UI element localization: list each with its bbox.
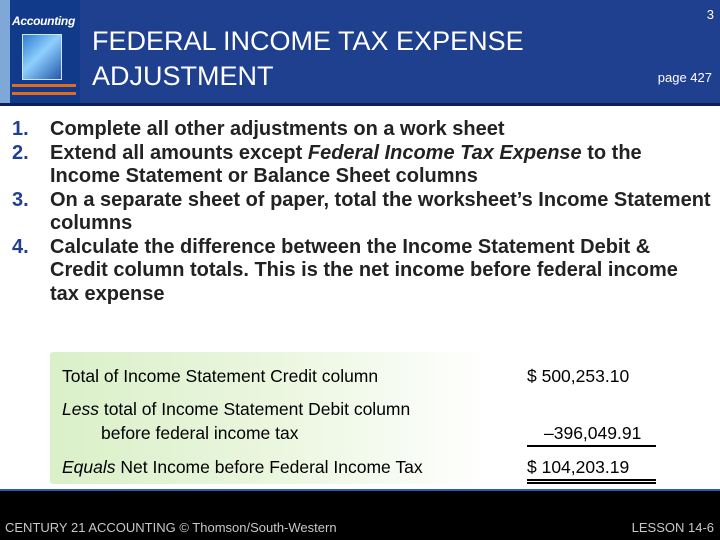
calc-label-text: total of Income Statement Debit column [98, 399, 411, 419]
step-number: 4. [12, 235, 29, 258]
step-item [12, 189, 712, 236]
book-stripe [12, 84, 76, 87]
footer-divider [0, 489, 720, 491]
step-text: to the Income Statement or Balance Sheet columns [50, 141, 642, 187]
steps-list [12, 118, 712, 306]
step-item [12, 236, 712, 307]
calc-label-continued: before federal income tax [101, 423, 299, 443]
calc-label [62, 457, 423, 478]
calc-label [62, 399, 410, 420]
calc-emphasis: Less [62, 399, 99, 419]
book-cover-image [22, 34, 62, 80]
lesson-number: LESSON 14-6 [631, 520, 714, 535]
slide-number: 3 [706, 7, 714, 22]
slide-title-line: ADJUSTMENT [92, 61, 274, 91]
amount-double-rule [527, 482, 656, 484]
calc-label: Total of Income Statement Credit column [62, 366, 379, 386]
step-number: 2. [12, 141, 29, 164]
step-item [12, 118, 712, 142]
calc-amount: –396,049.91 [544, 423, 642, 443]
step-emphasis: Federal Income Tax Expense [307, 141, 582, 164]
step-text: Extend all amounts except [50, 141, 308, 164]
calc-amount: $ 104,203.19 [527, 457, 630, 477]
title-bar [0, 0, 720, 106]
book-title: Accounting [12, 14, 75, 28]
slide-title [92, 24, 524, 94]
book-stripe [12, 92, 76, 95]
step-item [12, 142, 712, 189]
step-number: 1. [12, 118, 29, 140]
step-text: Calculate the difference between the Income Statement Debit & Credit column totals. This is the net income before federal income tax expense [50, 235, 678, 305]
calc-label-text: Net Income before Federal Income Tax [115, 457, 423, 477]
textbook-cover-logo [0, 0, 80, 103]
book-spine [0, 0, 10, 103]
slide-title-line: FEDERAL INCOME TAX EXPENSE [92, 26, 524, 56]
footer-credit: CENTURY 21 ACCOUNTING © Thomson/South-Western [5, 520, 337, 535]
amount-double-rule [527, 479, 656, 481]
net-income-calculation [50, 352, 676, 484]
step-text: On a separate sheet of paper, total the worksheet’s Income Statement columns [50, 188, 711, 234]
step-text: Complete all other adjustments on a work sheet [50, 118, 505, 140]
amount-rule [527, 445, 656, 447]
step-number: 3. [12, 188, 29, 211]
page-reference: page 427 [657, 70, 712, 85]
calc-emphasis: Equals [62, 457, 116, 477]
calc-amount: $ 500,253.10 [527, 366, 630, 386]
